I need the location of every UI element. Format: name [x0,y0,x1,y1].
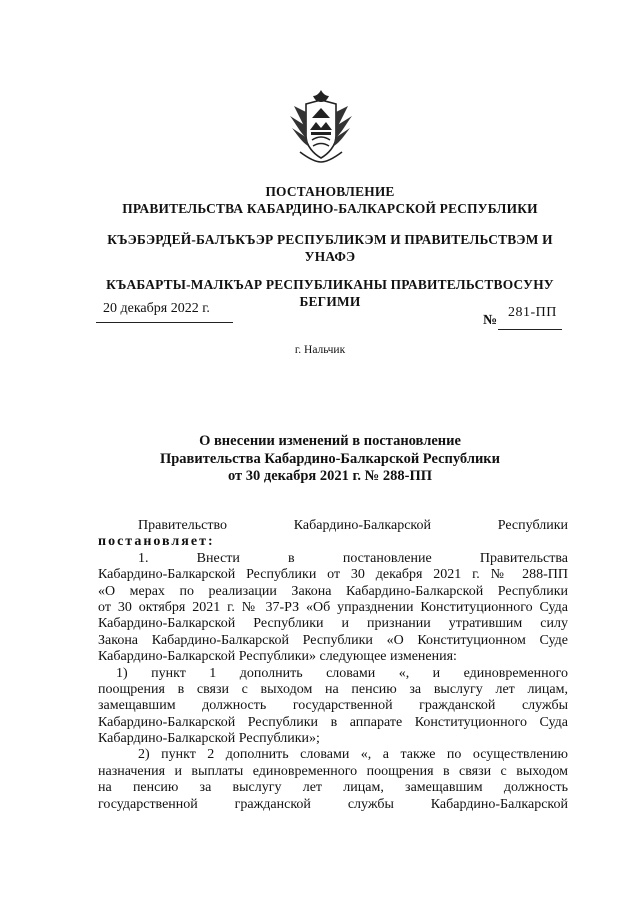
title-line-2: Правительства Кабардино-Балкарской Республики [159,450,501,467]
coat-of-arms-emblem-icon [286,86,356,164]
body-line: на пенсию за выслугу лет лицам, замещавшим должность [98,780,568,796]
header-line-6: БЕГИМИ [299,294,361,309]
number-underline [498,329,562,330]
body-line: Правительство Кабардино-Балкарской Республики [138,518,568,533]
body-text [98,518,568,813]
body-line: 1. Внести в постановление Правительства [138,550,568,566]
body-line: от 30 октября 2021 г. № 37-РЗ «Об упразднении Конституционного Суда [98,599,568,615]
body-line: Закона Кабардино-Балкарской Республики «О Конституционном Суде [98,632,568,648]
body-line: Кабардино-Балкарской Республики»; [98,731,320,747]
number-label: № [483,313,498,328]
body-line: поощрения в связи с выходом на пенсию за выслугу лет лицам, [98,681,568,697]
body-line: назначения и выплаты единовременного поощрения в связи с выходом [98,763,568,779]
body-line: Кабардино-Балкарской Республики в аппарате Конституционного Суда [98,714,568,730]
city: г. Нальчик [294,344,346,356]
header-line-4: УНАФЭ [304,249,356,264]
body-line: 2) пункт 2 дополнить словами «, а также по осуществлению [138,747,568,763]
body-line: 1) пункт 1 дополнить словами «, и единовременного [116,665,568,681]
date-underline [96,322,233,323]
document-date: 20 декабря 2022 г. [103,301,210,316]
header-line-1: ПОСТАНОВЛЕНИЕ [265,184,395,199]
body-line: Кабардино-Балкарской Республики и признании утратившим силу [98,616,568,632]
title-line-3: от 30 декабря 2021 г. № 288-ПП [227,468,433,484]
body-line: замещавшим должность государственной гражданской службы [98,698,568,714]
body-line: Кабардино-Балкарской Республики» следующее изменения: [98,649,457,665]
title-line-1: О внесении изменений в постановление [199,433,461,449]
header-line-5: КЪАБАРТЫ-МАЛКЪАР РЕСПУБЛИКАНЫ ПРАВИТЕЛЬСТВОСУНУ [106,277,554,292]
header-line-3: КЪЭБЭРДЕЙ-БАЛЪКЪЭР РЕСПУБЛИКЭМ И ПРАВИТЕЛЬСТВЭМ И [107,232,553,247]
body-line: постановляет: [98,534,215,550]
header-line-2: ПРАВИТЕЛЬСТВА КАБАРДИНО-БАЛКАРСКОЙ РЕСПУБЛИКИ [122,201,538,216]
body-line: Кабардино-Балкарской Республики от 30 декабря 2021 г. № 288-ПП [98,567,568,583]
body-line: «О мерах по реализации Закона Кабардино-Балкарской Республики [98,583,568,599]
document-number: 281-ПП [508,305,557,320]
body-line: государственной гражданской службы Кабардино-Балкарской [98,796,568,812]
